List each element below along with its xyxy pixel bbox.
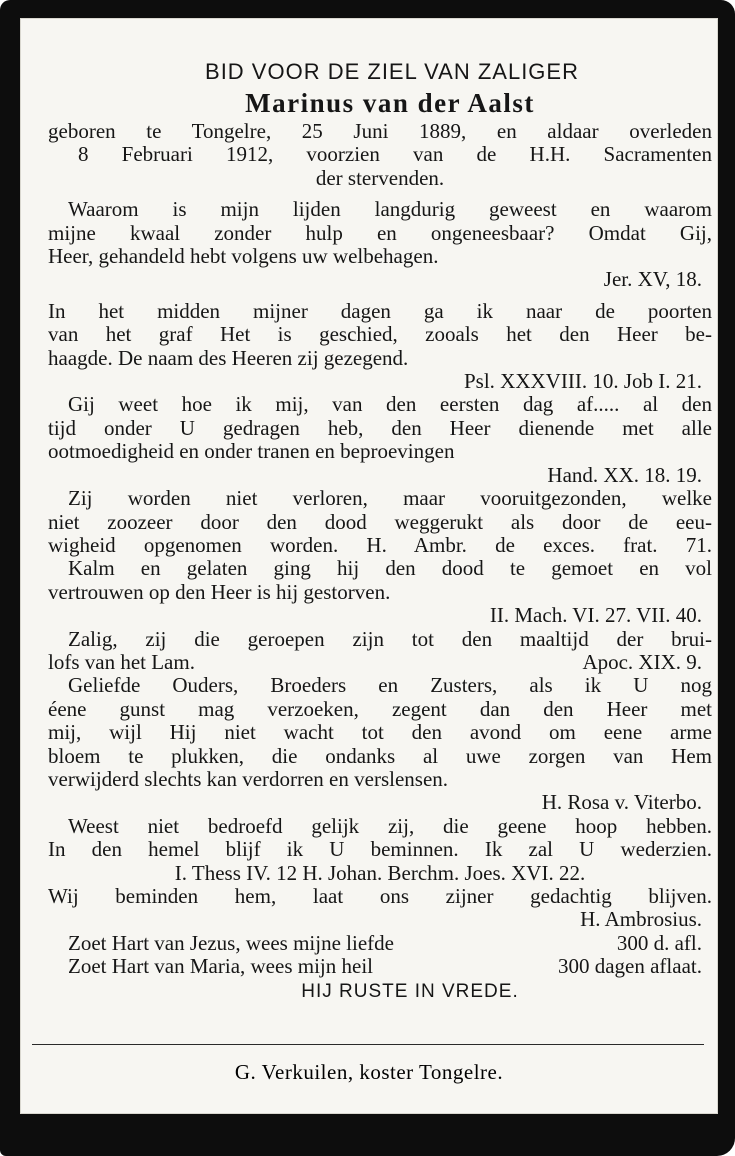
passage-6-line-2: éene gunst mag verzoeken, zegent dan den Heer met [48, 696, 712, 721]
passage-1-line-3: Heer, gehandeld hebt volgens uw welbehagen. [48, 244, 439, 269]
passage-2-line-1: In het midden mijner dagen ga ik naar de poorten [48, 298, 712, 323]
passage-8-line: Wij beminden hem, laat ons zijner gedachtig blijven. [48, 884, 712, 908]
card-content [48, 58, 712, 1005]
passage-5-line-2-row [48, 651, 712, 674]
passage-4-line-4: Kalm en gelaten ging hij den dood te gemoet en vol [68, 556, 712, 581]
scripture-reference: Jer. XV, 18. [603, 267, 702, 292]
indulgence-text: 300 d. afl. [616, 930, 702, 955]
divider-line [32, 1044, 704, 1045]
passage-4-line-3: wigheid opgenomen worden. H. Ambr. de exces. frat. 71. [48, 532, 712, 557]
scripture-reference: Apoc. XIX. 9. [582, 649, 702, 674]
scripture-reference: II. Mach. VI. 27. VII. 40. [489, 603, 702, 628]
passage-4-line-5: vertrouwen op den Heer is hij gestorven. [48, 579, 391, 604]
closing-blessing: HIJ RUSTE IN VREDE. [301, 980, 519, 1002]
birth-line-3: der stervenden. [315, 165, 445, 190]
passage-3-line-2: tijd onder U gedragen heb, den Heer dienende met alle [48, 415, 712, 440]
passage-1-line-2: mijne kwaal zonder hulp en ongeneesbaar? Omdat Gij, [48, 220, 712, 245]
card-header: BID VOOR DE ZIEL VAN ZALIGER [205, 59, 579, 84]
passage-6-line-5: verwijderd slechts kan verdorren en verslensen. [48, 766, 449, 791]
passage-5-line-2: lofs van het Lam. [48, 649, 195, 674]
prayer-line-1 [48, 932, 712, 955]
passage-4-line-1: Zij worden niet verloren, maar vooruitgezonden, welke [68, 486, 712, 511]
scripture-reference: I. Thess IV. 12 H. Johan. Berchm. Joes. XVI. 22. [174, 860, 586, 885]
printer-credit: G. Verkuilen, koster Tongelre. [234, 1060, 504, 1084]
passage-7-line-1: Weest niet bedroefd gelijk zij, die geene hoop hebben. [68, 813, 712, 838]
passage-3-line-3: ootmoedigheid en onder tranen en beproevingen [48, 439, 455, 464]
scripture-reference: H. Ambrosius. [580, 907, 702, 932]
deceased-name: Marinus van der Aalst [245, 88, 535, 118]
passage-5-line-1: Zalig, zij die geroepen zijn tot den maaltijd der brui- [68, 626, 712, 651]
passage-2-line-3: haagde. De naam des Heeren zij gezegend. [48, 345, 409, 370]
prayer-text: Zoet Hart van Maria, wees mijn heil [68, 954, 373, 979]
prayer-line-2 [48, 955, 712, 978]
memorial-card [20, 18, 718, 1114]
scripture-reference: Psl. XXXVIII. 10. Job I. 21. [464, 369, 702, 394]
passage-6-line-3: mij, wijl Hij niet wacht tot den avond om eene arme [48, 720, 712, 745]
indulgence-text: 300 dagen aflaat. [557, 954, 702, 979]
prayer-text: Zoet Hart van Jezus, wees mijne liefde [68, 930, 394, 955]
passage-3-line-1: Gij weet hoe ik mij, van den eersten dag af..... al den [68, 392, 712, 417]
passage-4-line-2: niet zoozeer door den dood weggerukt als door de eeu- [48, 509, 712, 534]
scripture-reference: H. Rosa v. Viterbo. [541, 790, 702, 815]
birth-line-1: geboren te Tongelre, 25 Juni 1889, en aldaar overleden [48, 119, 712, 143]
birth-line-2: 8 Februari 1912, voorzien van de H.H. Sacramenten [78, 142, 712, 167]
passage-2-line-2: van het graf Het is geschied, zooals het den Heer be- [48, 322, 712, 347]
passage-6-line-4: bloem te plukken, die ondanks al uwe zorgen van Hem [48, 743, 712, 768]
scripture-reference: Hand. XX. 18. 19. [547, 462, 702, 487]
passage-1-line-1: Waarom is mijn lijden langdurig geweest en waarom [68, 197, 712, 222]
passage-6-line-1: Geliefde Ouders, Broeders en Zusters, als ik U nog [68, 673, 712, 698]
passage-7-line-2: In den hemel blijf ik U beminnen. Ik zal U wederzien. [48, 837, 712, 862]
